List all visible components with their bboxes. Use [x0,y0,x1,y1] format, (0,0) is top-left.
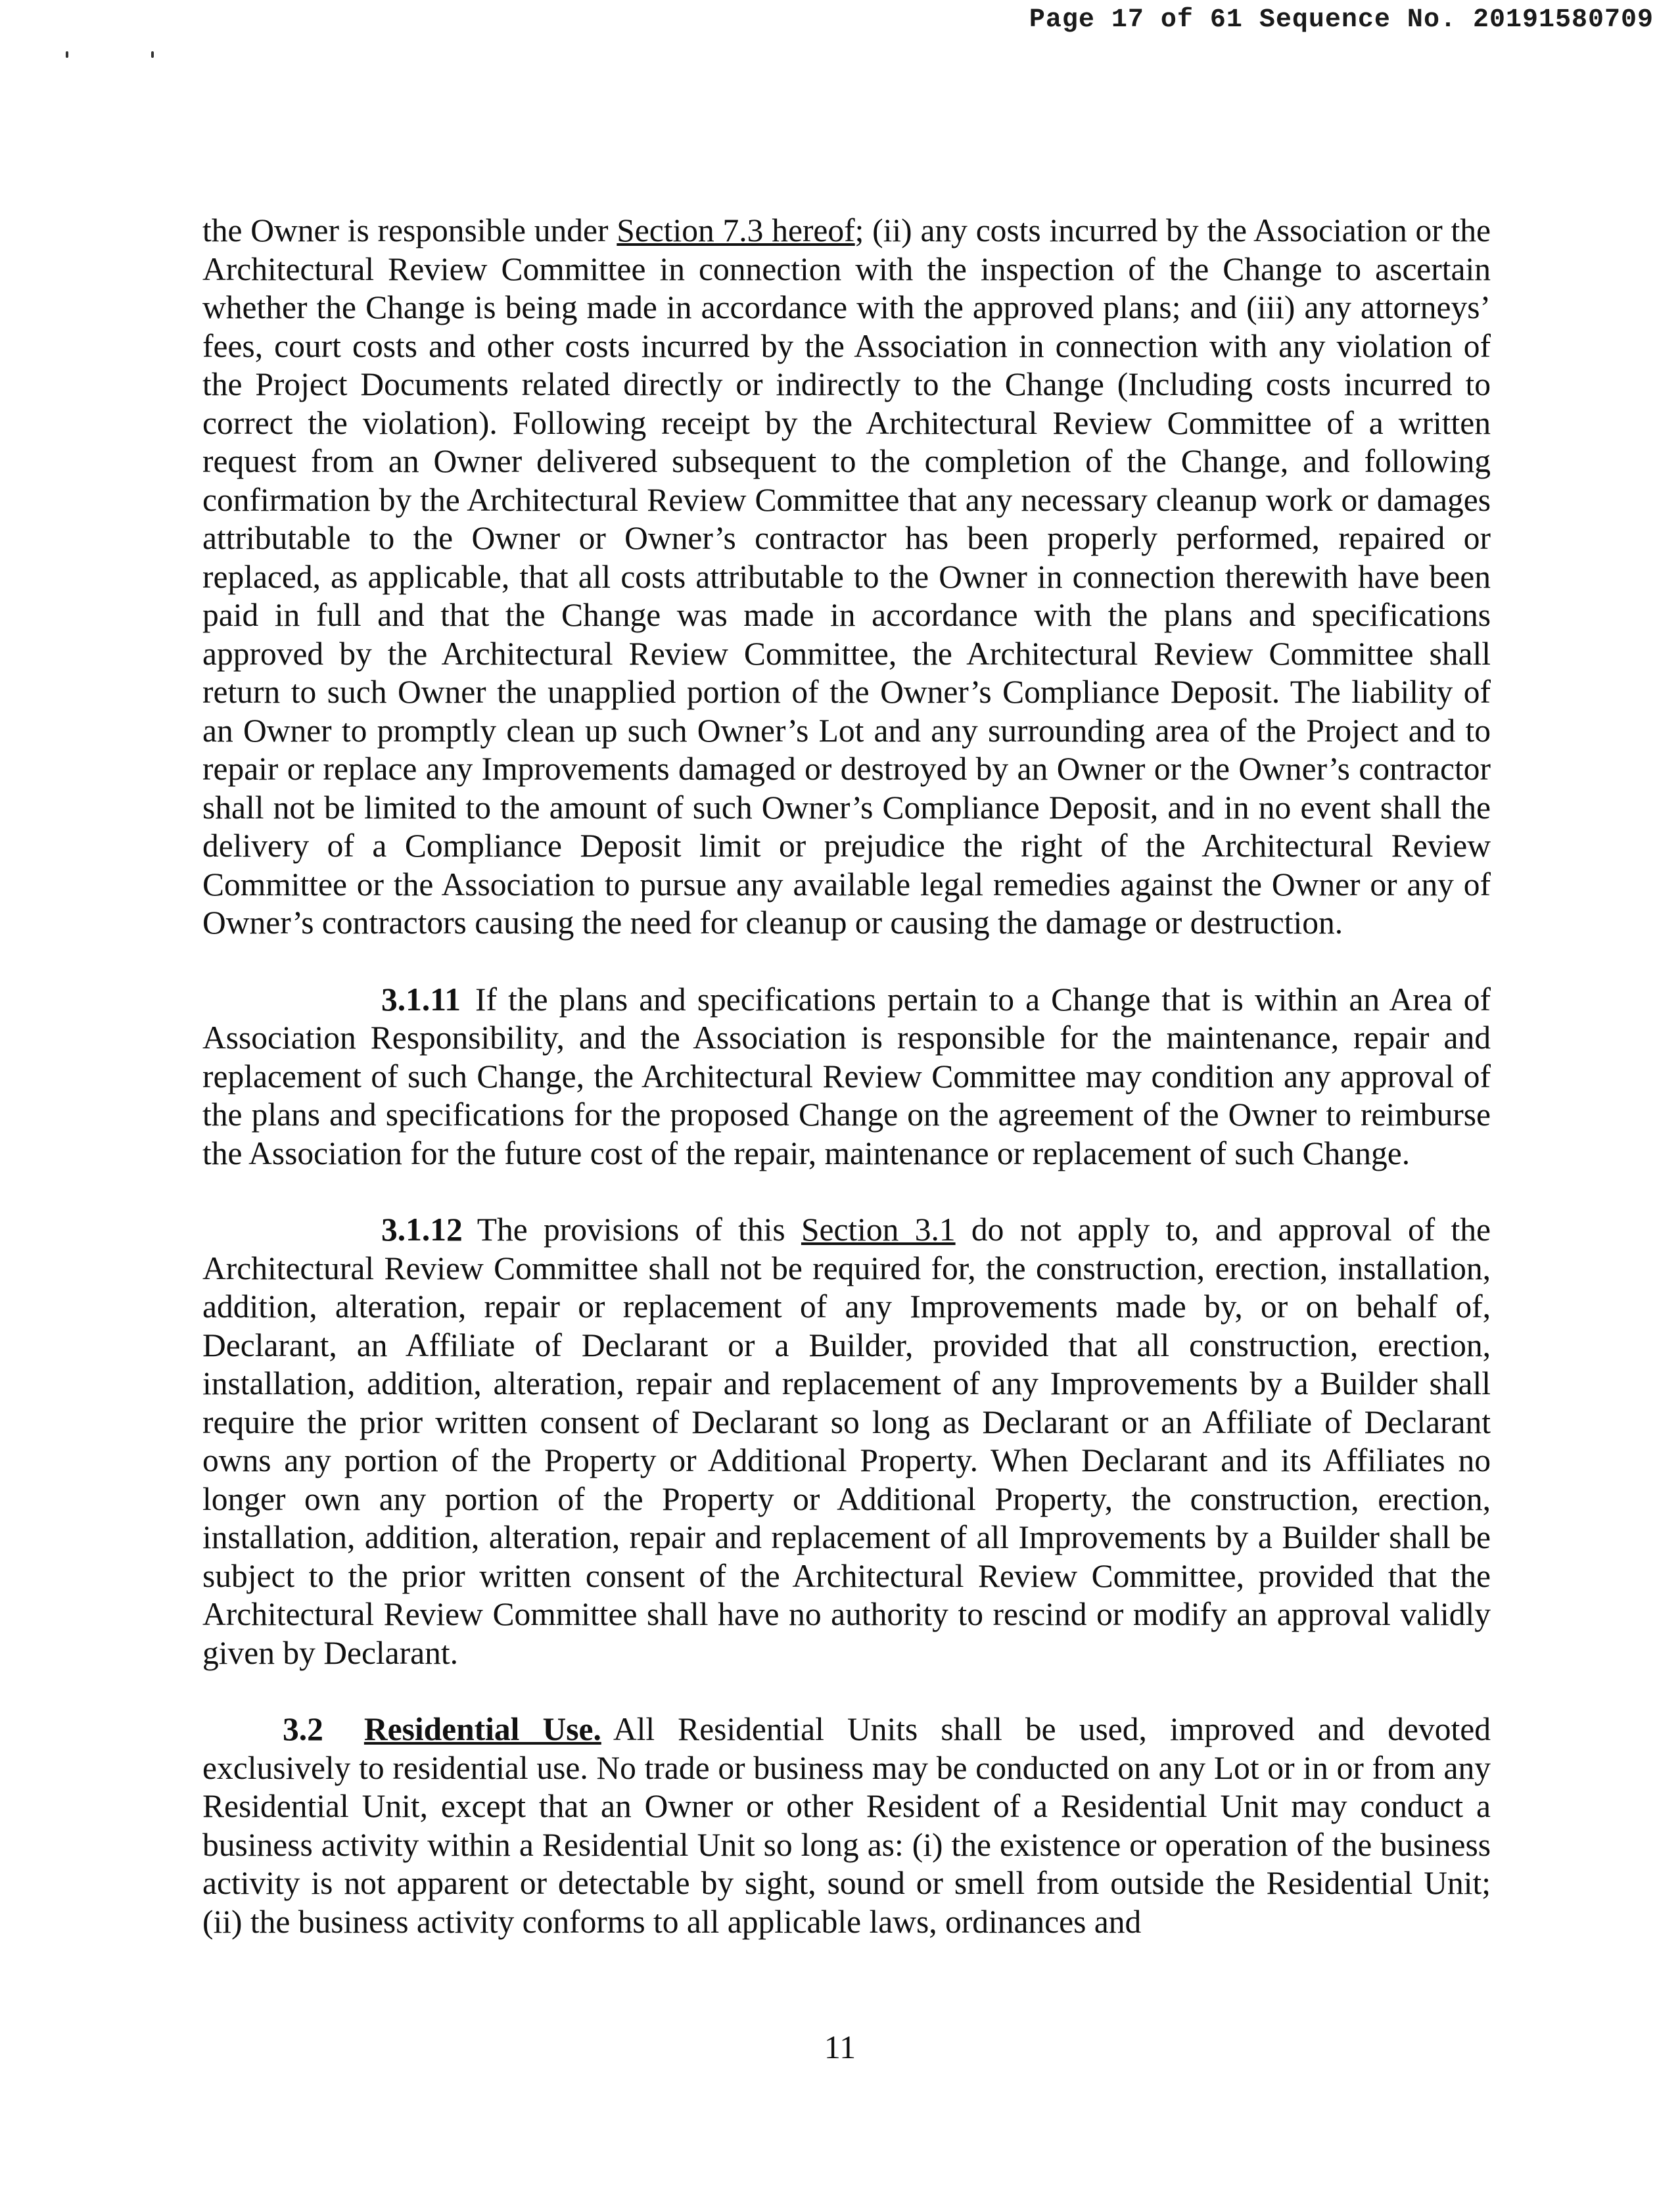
section-text: If the plans and specifications pertain to a Change that is within an Area of Association Responsibility, and the Association is responsible for the maintenance, repair and replacement of such Change, the Architectural Review Committee may condition any approval of the plans and specifications for the proposed Change on the agreement of the Owner to reimburse the Association for the future cost of the repair, maintenance or replacement of such Change. [202,981,1491,1171]
section-7-3-reference: Section 7.3 hereof [617,212,855,248]
section-number: 3.1.11 [381,981,461,1018]
scan-mark [151,51,154,58]
document-body [202,212,1491,1979]
section-title: Residential Use. [363,1711,601,1747]
page-sequence-header: Page 17 of 61 Sequence No. 20191580709 [1029,5,1654,35]
section-number: 3.2 [283,1711,323,1747]
page-number: 11 [824,2029,856,2065]
section-3-2 [202,1710,1491,1941]
section-text: The provisions of this [477,1212,801,1248]
section-text: do not apply to, and approval of the Architectural Review Committee shall not be required for, the construction, erection, installation, addition, alteration, repair or replacement of any Improvements made by, or on behalf of, Declarant, an Affiliate of Declarant or a Builder, provided that all construction, erection, installation, addition, alteration, repair and replacement of any Improvements by a Builder shall require the prior written consent of Declarant so long as Declarant or an Affiliate of Declarant owns any portion of the Property or Additional Property. When Declarant and its Affiliates no longer own any portion of the Property or Additional Property, the construction, erection, installation, addition, alteration, repair and replacement of all Improvements by a Builder shall be subject to the prior written consent of the Architectural Review Committee, provided that the Architectural Review Committee shall have no authority to rescind or modify an approval validly given by Declarant. [202,1212,1491,1671]
section-3-1-reference: Section 3.1 [801,1212,956,1248]
paragraph-text: ; (ii) any costs incurred by the Association or the Architectural Review Committee in connection with the inspection of the Change to ascertain whether the Change is being made in accordance with the approved plans; and (iii) any attorneys’ fees, court costs and other costs incurred by the Association in connection with any violation of the Project Documents related directly or indirectly to the Change (Including costs incurred to correct the violation). Following receipt by the Architectural Review Committee of a written request from an Owner delivered subsequent to the completion of the Change, and following confirmation by the Architectural Review Committee that any necessary cleanup work or damages attributable to the Owner or Owner’s contractor has been properly performed, repaired or replaced, as applicable, that all costs attributable to the Owner in connection therewith have been paid in full and that the Change was made in accordance with the plans and specifications approved by the Architectural Review Committee, the Architectural Review Committee shall return to such Owner the unapplied portion of the Owner’s Compliance Deposit. The liability of an Owner to promptly clean up such Owner’s Lot and any surrounding area of the Project and to repair or replace any Improvements damaged or destroyed by an Owner or the Owner’s contractor shall not be limited to the amount of such Owner’s Compliance Deposit, and in no event shall the delivery of a Compliance Deposit limit or prejudice the right of the Architectural Review Committee or the Association to pursue any available legal remedies against the Owner or any of Owner’s contractors causing the need for cleanup or causing the damage or destruction. [202,212,1491,941]
paragraph-text: the Owner is responsible under [202,212,617,248]
section-number: 3.1.12 [381,1212,463,1248]
scan-mark [66,51,68,58]
paragraph-continuation [202,212,1491,943]
section-3-1-11 [202,981,1491,1173]
section-text: All Residential Units shall be used, improved and devoted exclusively to residential use. No trade or business may be conducted on any Lot or in or from any Residential Unit, except that an Owner or other Resident of a Residential Unit may conduct a business activity within a Residential Unit so long as: (i) the existence or operation of the business activity is not apparent or detectable by sight, sound or smell from outside the Residential Unit; (ii) the business activity conforms to all applicable laws, ordinances and [202,1711,1491,1940]
section-3-1-12 [202,1211,1491,1672]
